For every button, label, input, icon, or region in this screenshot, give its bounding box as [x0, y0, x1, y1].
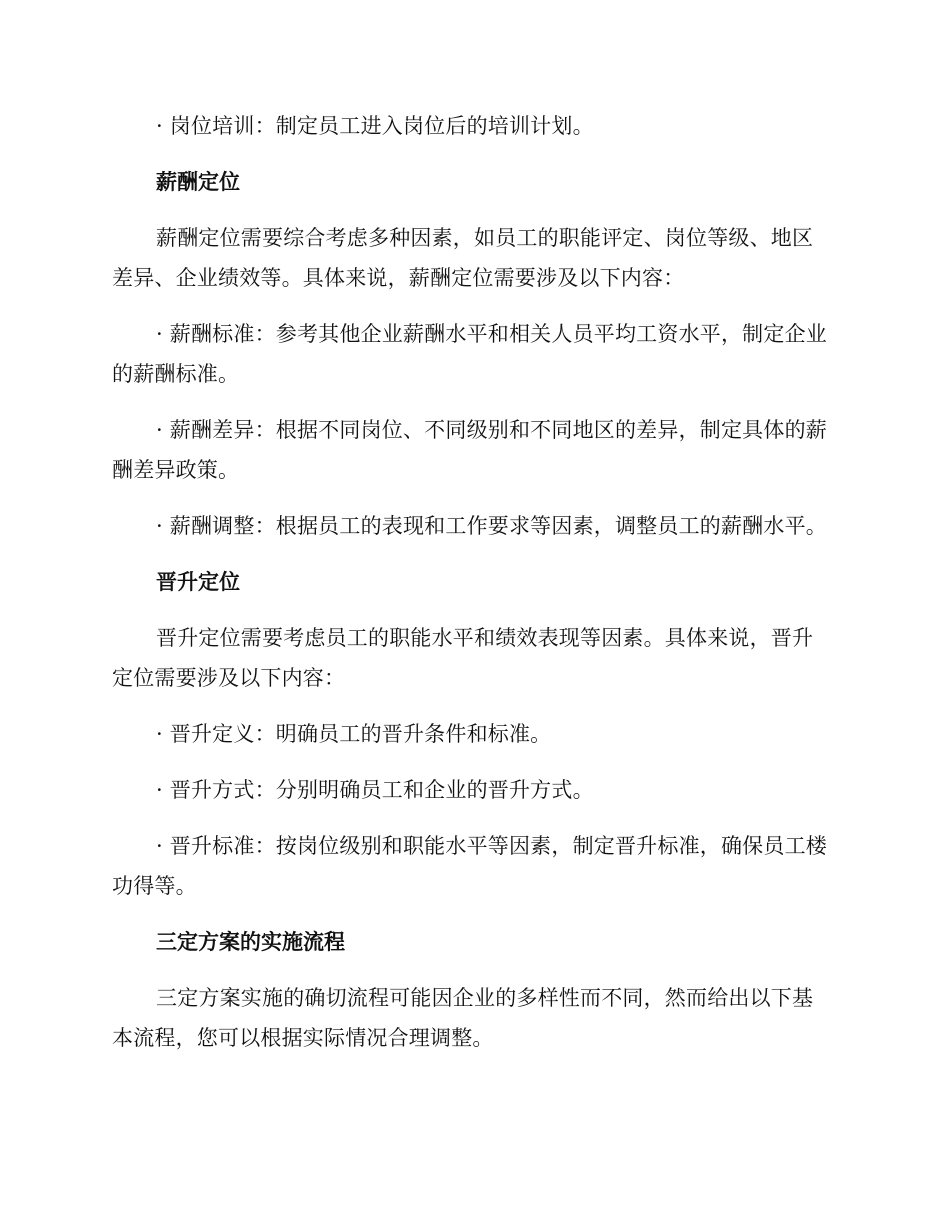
heading-salary-positioning: 薪酬定位	[156, 170, 240, 194]
paragraph-promotion-intro: 晋升定位需要考虑员工的职能水平和绩效表现等因素。具体来说，晋升定位需要涉及以下内容：	[112, 626, 814, 690]
heading-promotion-positioning: 晋升定位	[156, 570, 240, 594]
bullet-job-training: · 岗位培训：制定员工进入岗位后的培训计划。	[112, 106, 832, 146]
bullet-salary-difference: · 薪酬差异：根据不同岗位、不同级别和不同地区的差异，制定具体的薪酬差异政策。	[112, 410, 832, 490]
document-page	[112, 106, 832, 1074]
heading-implementation-process: 三定方案的实施流程	[156, 930, 345, 954]
bullet-promotion-standard: · 晋升标准：按岗位级别和职能水平等因素，制定晋升标准，确保员工楼功得等。	[112, 826, 832, 906]
bullet-salary-adjustment: · 薪酬调整：根据员工的表现和工作要求等因素，调整员工的薪酬水平。	[112, 506, 832, 546]
paragraph-implementation-intro: 三定方案实施的确切流程可能因企业的多样性而不同，然而给出以下基本流程，您可以根据实际情况合理调整。	[112, 986, 814, 1050]
bullet-promotion-method: · 晋升方式：分别明确员工和企业的晋升方式。	[112, 770, 832, 810]
paragraph-salary-intro: 薪酬定位需要综合考虑多种因素，如员工的职能评定、岗位等级、地区差异、企业绩效等。具体来说，薪酬定位需要涉及以下内容：	[112, 226, 814, 290]
bullet-salary-standard: · 薪酬标准：参考其他企业薪酬水平和相关人员平均工资水平，制定企业的薪酬标准。	[112, 314, 832, 394]
bullet-promotion-definition: · 晋升定义：明确员工的晋升条件和标准。	[112, 714, 832, 754]
